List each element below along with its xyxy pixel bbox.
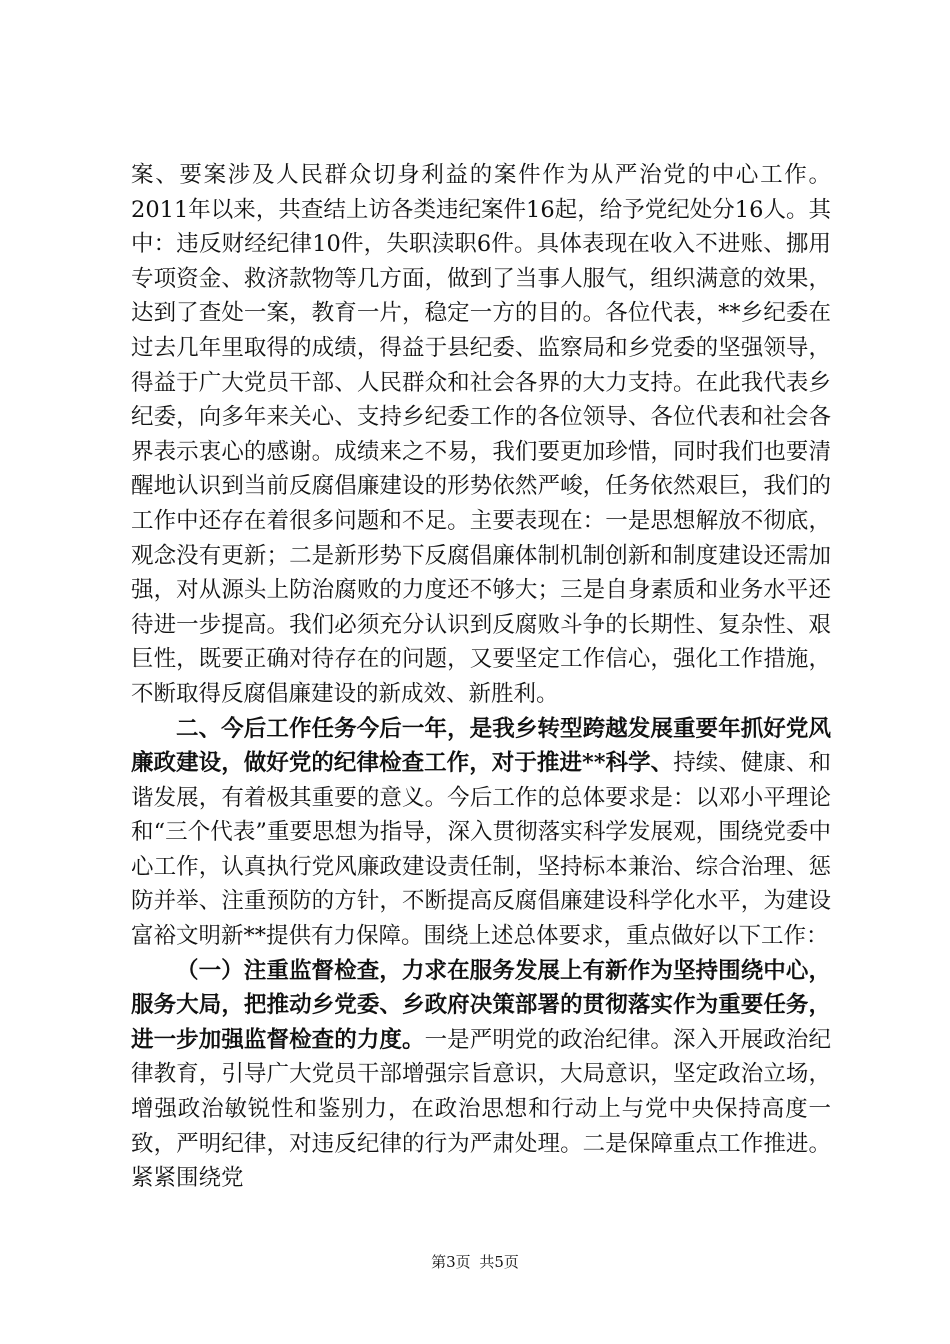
page-total: 共5页: [479, 1253, 519, 1271]
paragraph-2-heading: 二、今后工作任务今后一年，是我乡转型跨越发展重要年抓好党风廉政建设，做好党的纪律检查工作，对于推进**科学、: [131, 715, 831, 777]
paragraph-1-text: 案、要案涉及人民群众切身利益的案件作为从严治党的中心工作。2011年以来，共查结上访各类违纪案件16起，给予党纪处分16人。其中：违反财经纪律10件，失职渎职6件。具体表现在收入不进账、挪用专项资金、救济款物等几方面，做到了当事人服气，组织满意的效果，达到了查处一案，教育一片，稳定一方的目的。各位代表，**乡纪委在过去几年里取得的成绩，得益于县纪委、监察局和乡党委的坚强领导，得益于广大党员干部、人民群众和社会各界的大力支持。在此我代表乡纪委，向多年来关心、支持乡纪委工作的各位领导、各位代表和社会各界表示衷心的感谢。成绩来之不易，我们要更加珍惜，同时我们也要清醒地认识到当前反腐倡廉建设的形势依然严峻，任务依然艰巨，我们的工作中还存在着很多问题和不足。主要表现在：一是思想解放不彻底，观念没有更新；二是新形势下反腐倡廉体制机制创新和制度建设还需加强，对从源头上防治腐败的力度还不够大；三是自身素质和业务水平还待进一步提高。我们必须充分认识到反腐败斗争的长期性、复杂性、艰巨性，既要正确对待存在的问题，又要坚定工作信心，强化工作措施，不断取得反腐倡廉建设的新成效、新胜利。: [131, 162, 831, 707]
page-number: 第3页: [431, 1253, 471, 1271]
paragraph-3: [131, 954, 831, 1196]
paragraph-3-text: 一是严明党的政治纪律。深入开展政治纪律教育，引导广大党员干部增强宗旨意识，大局意识，坚定政治立场，增强政治敏锐性和鉴别力，在政治思想和行动上与党中央保持高度一致，严明纪律，对违反纪律的行为严肃处理。二是保障重点工作推进。紧紧围绕党: [131, 1026, 831, 1192]
document-body: [131, 158, 831, 1196]
paragraph-1: [131, 158, 831, 712]
paragraph-2: [131, 712, 831, 954]
paragraph-3-heading: （一）注重监督检查，力求在服务发展上有新作为坚持围绕中心，服务大局，把推动乡党委、乡政府决策部署的贯彻落实作为重要任务，进一步加强监督检查的力度。: [131, 957, 831, 1053]
paragraph-2-text: 持续、健康、和谐发展，有着极其重要的意义。今后工作的总体要求是：以邓小平理论和“三个代表”重要思想为指导，深入贯彻落实科学发展观，围绕党委中心工作，认真执行党风廉政建设责任制，坚持标本兼治、综合治理、惩防并举、注重预防的方针，不断提高反腐倡廉建设科学化水平，为建设富裕文明新**提供有力保障。围绕上述总体要求，重点做好以下工作：: [131, 750, 831, 950]
page-footer: [0, 1251, 950, 1272]
